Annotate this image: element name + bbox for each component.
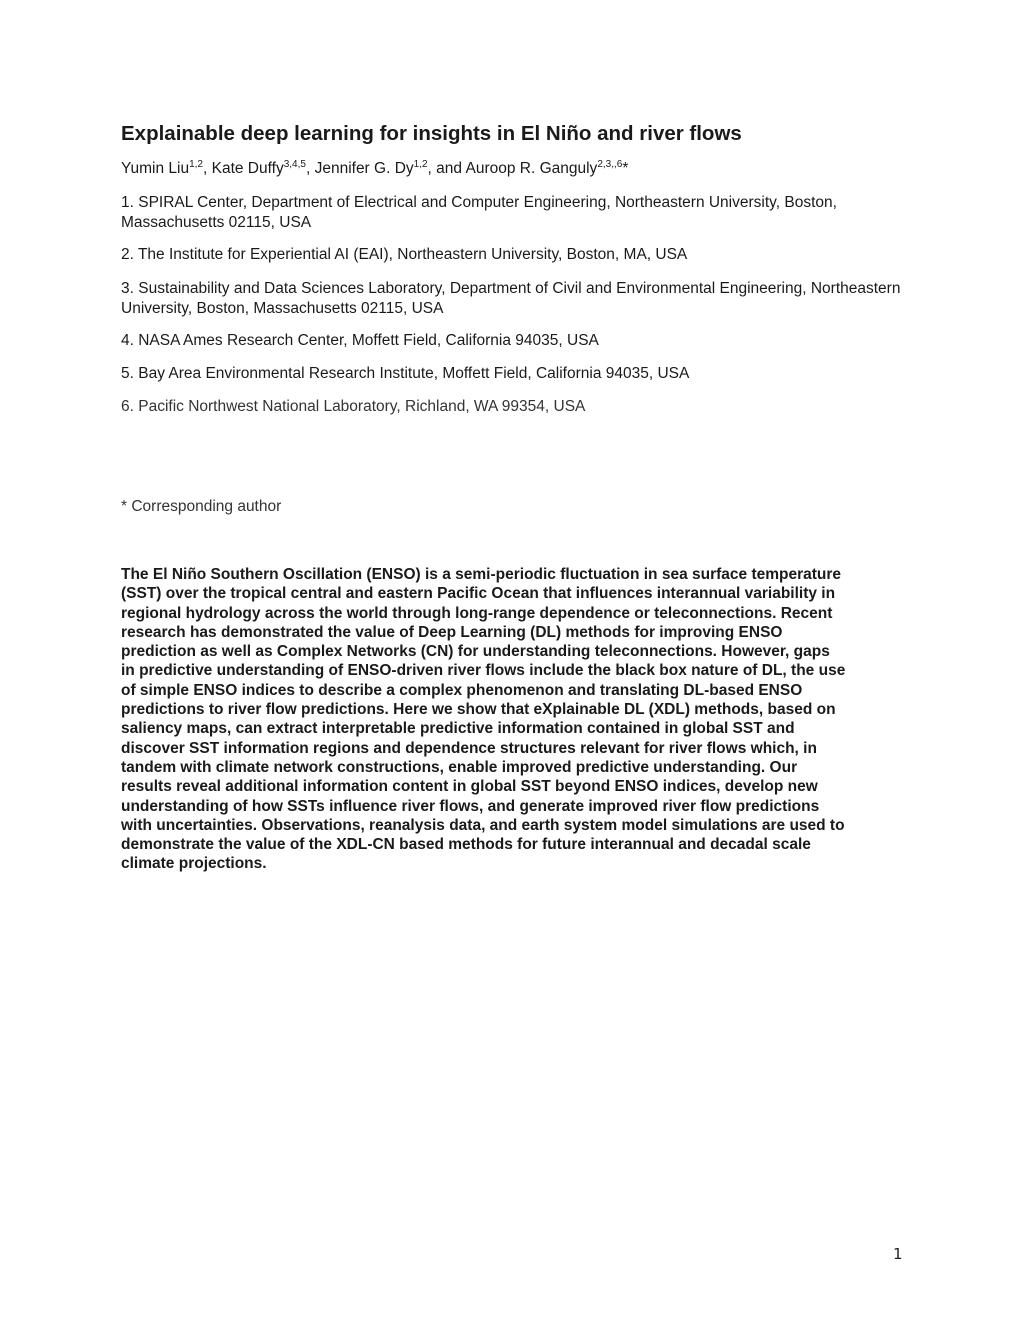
- author-name: Kate Duffy: [211, 160, 284, 177]
- corresponding-mark: *: [622, 160, 629, 177]
- author-name: Auroop R. Ganguly: [465, 160, 598, 177]
- abstract-line: predictions to river flow predictions. Here we show that eXplainable DL (XDL) methods, based on: [121, 701, 836, 719]
- abstract-line: discover SST information regions and dependence structures relevant for river flows which, in: [121, 739, 817, 757]
- abstract-line: with uncertainties. Observations, reanalysis data, and earth system model simulations are used to: [121, 816, 845, 834]
- abstract-line: tandem with climate network constructions, enable improved predictive understanding. Our: [121, 758, 798, 776]
- affiliation-5: 5. Bay Area Environmental Research Institute, Moffett Field, California 94035, USA: [121, 365, 690, 382]
- abstract-line: The El Niño Southern Oscillation (ENSO) is a semi-periodic fluctuation in sea surface temperature: [121, 566, 842, 583]
- affiliation-6: 6. Pacific Northwest National Laboratory, Richland, WA 99354, USA: [121, 398, 586, 415]
- abstract-line: prediction as well as Complex Networks (CN) for understanding teleconnections. However, gaps: [121, 643, 830, 661]
- author-separator: ,: [305, 160, 315, 177]
- abstract-line: research has demonstrated the value of Deep Learning (DL) methods for improving ENSO: [121, 623, 783, 641]
- abstract-line: climate projections.: [121, 855, 267, 873]
- author-affiliation-marks: 1,2: [189, 159, 203, 170]
- author-affiliation-marks: 1,2: [413, 159, 428, 170]
- author-separator: , and: [427, 160, 466, 177]
- abstract-line: results reveal additional information content in global SST beyond ENSO indices, develop new: [121, 778, 818, 796]
- affiliation-3: 3. Sustainability and Data Sciences Laboratory, Department of Civil and Environmental Engineering, Northeastern University, Boston, Massachusetts 02115, USA: [121, 280, 901, 317]
- author-affiliation-marks: 2,3,,6: [597, 159, 623, 170]
- author-name: Yumin Liu: [121, 160, 190, 177]
- affiliation-4: 4. NASA Ames Research Center, Moffett Field, California 94035, USA: [121, 332, 599, 349]
- abstract: [121, 565, 911, 874]
- affiliation-1: 1. SPIRAL Center, Department of Electrical and Computer Engineering, Northeastern University, Boston, Massachusetts 02115, USA: [121, 194, 837, 231]
- corresponding-author-note: * Corresponding author: [121, 498, 282, 515]
- abstract-line: of simple ENSO indices to describe a complex phenomenon and translating DL-based ENSO: [121, 681, 803, 699]
- abstract-line: saliency maps, can extract interpretable predictive information contained in global SST and: [121, 720, 795, 738]
- paper-title: Explainable deep learning for insights in El Niño and river flows: [121, 122, 742, 145]
- abstract-line: understanding of how SSTs influence river flows, and generate improved river flow predictions: [121, 797, 820, 815]
- abstract-line: in predictive understanding of ENSO-driven river flows include the black box nature of DL, the use: [121, 662, 846, 680]
- author-name: Jennifer G. Dy: [314, 160, 414, 177]
- abstract-line: regional hydrology across the world through long-range dependence or teleconnections. Recent: [121, 604, 833, 622]
- affiliation-2: 2. The Institute for Experiential AI (EAI), Northeastern University, Boston, MA, USA: [121, 246, 688, 263]
- page-number: 1: [893, 1245, 903, 1263]
- abstract-line: demonstrate the value of the XDL-CN based methods for future interannual and decadal scale: [121, 836, 811, 854]
- author-separator: ,: [202, 160, 212, 177]
- author-list: [121, 160, 628, 178]
- abstract-line: (SST) over the tropical central and eastern Pacific Ocean that influences interannual variability in: [121, 585, 836, 603]
- author-affiliation-marks: 3,4,5: [283, 159, 306, 170]
